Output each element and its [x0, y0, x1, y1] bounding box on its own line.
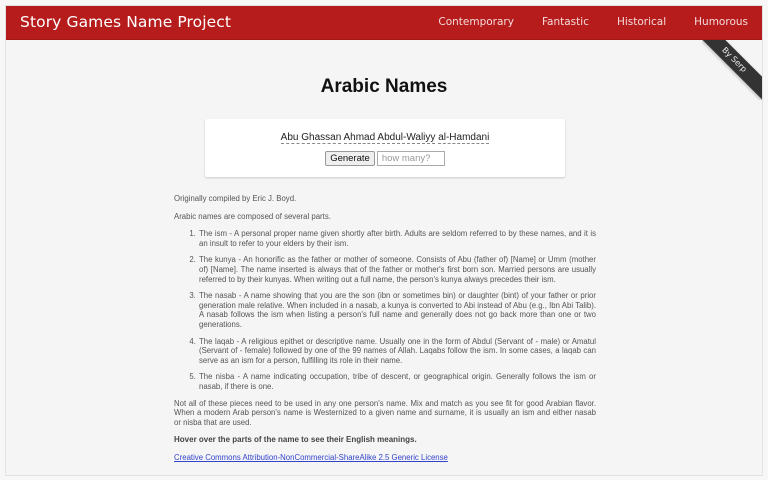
- generate-button[interactable]: Generate: [325, 151, 375, 166]
- list-item: 5. The nisba - A name indicating occupation, tribe of descent, or geographical origin. Generally follows the ism or nasab, if there is one.: [198, 372, 596, 391]
- brand-link[interactable]: Story Games Name Project: [20, 13, 232, 31]
- generator-controls: [205, 151, 565, 166]
- license-link[interactable]: Creative Commons Attribution-NonCommercial-ShareAlike 2.5 Generic License: [174, 452, 448, 462]
- list-item: 4. The laqab - A religious epithet or descriptive name. Usually one in the form of Abdul (Servant of - male) or Amatul (Servant of - female) followed by one of the 99 names of Allah. Laqabs follow the ism. In some cases, a laqab can serve as an ism for a person, fulfilling its role in their name.: [198, 337, 596, 366]
- nav-historical[interactable]: Historical: [616, 16, 667, 28]
- intro-text: Arabic names are composed of several parts.: [174, 211, 331, 221]
- generator-card: [205, 119, 565, 177]
- list-item: 3. The nasab - A name showing that you are the son (ibn or sometimes bin) or daughter (bint) of your father or prior generation male relative. When included in a nasab, a kunya is converted to Abi instead of Abu (e.g., Ibn Abi Talib). A nasab follows the ism when listing a person's full name and generally does not go back more than one or two generations.: [198, 291, 596, 329]
- name-parts-list: [198, 229, 596, 391]
- name-part-kunya[interactable]: Abu Ghassan: [280, 132, 342, 143]
- navbar: [6, 6, 762, 40]
- list-item: 2. The kunya - An honorific as the father or mother of someone. Consists of Abu (father of) [Name] or Umm (mother of) [Name]. The name inserted is always that of the father or mother's first born son. Married persons are usually referred to by their kunyas. When writing out a full name, the person's kunya always precedes their ism.: [198, 255, 596, 284]
- name-part-nisba[interactable]: al-Hamdani: [438, 132, 490, 143]
- nav-links: [410, 16, 748, 28]
- page-title: Arabic Names: [320, 76, 448, 97]
- name-part-laqab[interactable]: Abdul-Waliyy: [377, 132, 436, 143]
- page-frame: [5, 5, 763, 476]
- outro-text: Not all of these pieces need to be used in any one person's name. Mix and match as you see fit for good Arabian flavor. When a modern Arab person's name is Westernized to a given name and surname, it is usually an ism and either nasab or nisba that are used.: [174, 398, 596, 427]
- by-serp-ribbon[interactable]: By Serp: [702, 40, 762, 100]
- generated-name: [281, 132, 490, 143]
- credit-text: Originally compiled by Eric J. Boyd.: [174, 194, 297, 203]
- count-input[interactable]: [377, 151, 445, 166]
- list-item: 1. The ism - A personal proper name given shortly after birth. Adults are seldom referred to by these names, and it is an insult to refer to your elders by their ism.: [198, 229, 596, 248]
- hover-hint: Hover over the parts of the name to see their English meanings.: [174, 435, 417, 445]
- nav-humorous[interactable]: Humorous: [694, 16, 748, 28]
- nav-fantastic[interactable]: Fantastic: [541, 16, 589, 28]
- nav-contemporary[interactable]: Contemporary: [438, 16, 514, 28]
- name-part-ism[interactable]: Ahmad: [343, 132, 376, 143]
- description: [174, 194, 596, 470]
